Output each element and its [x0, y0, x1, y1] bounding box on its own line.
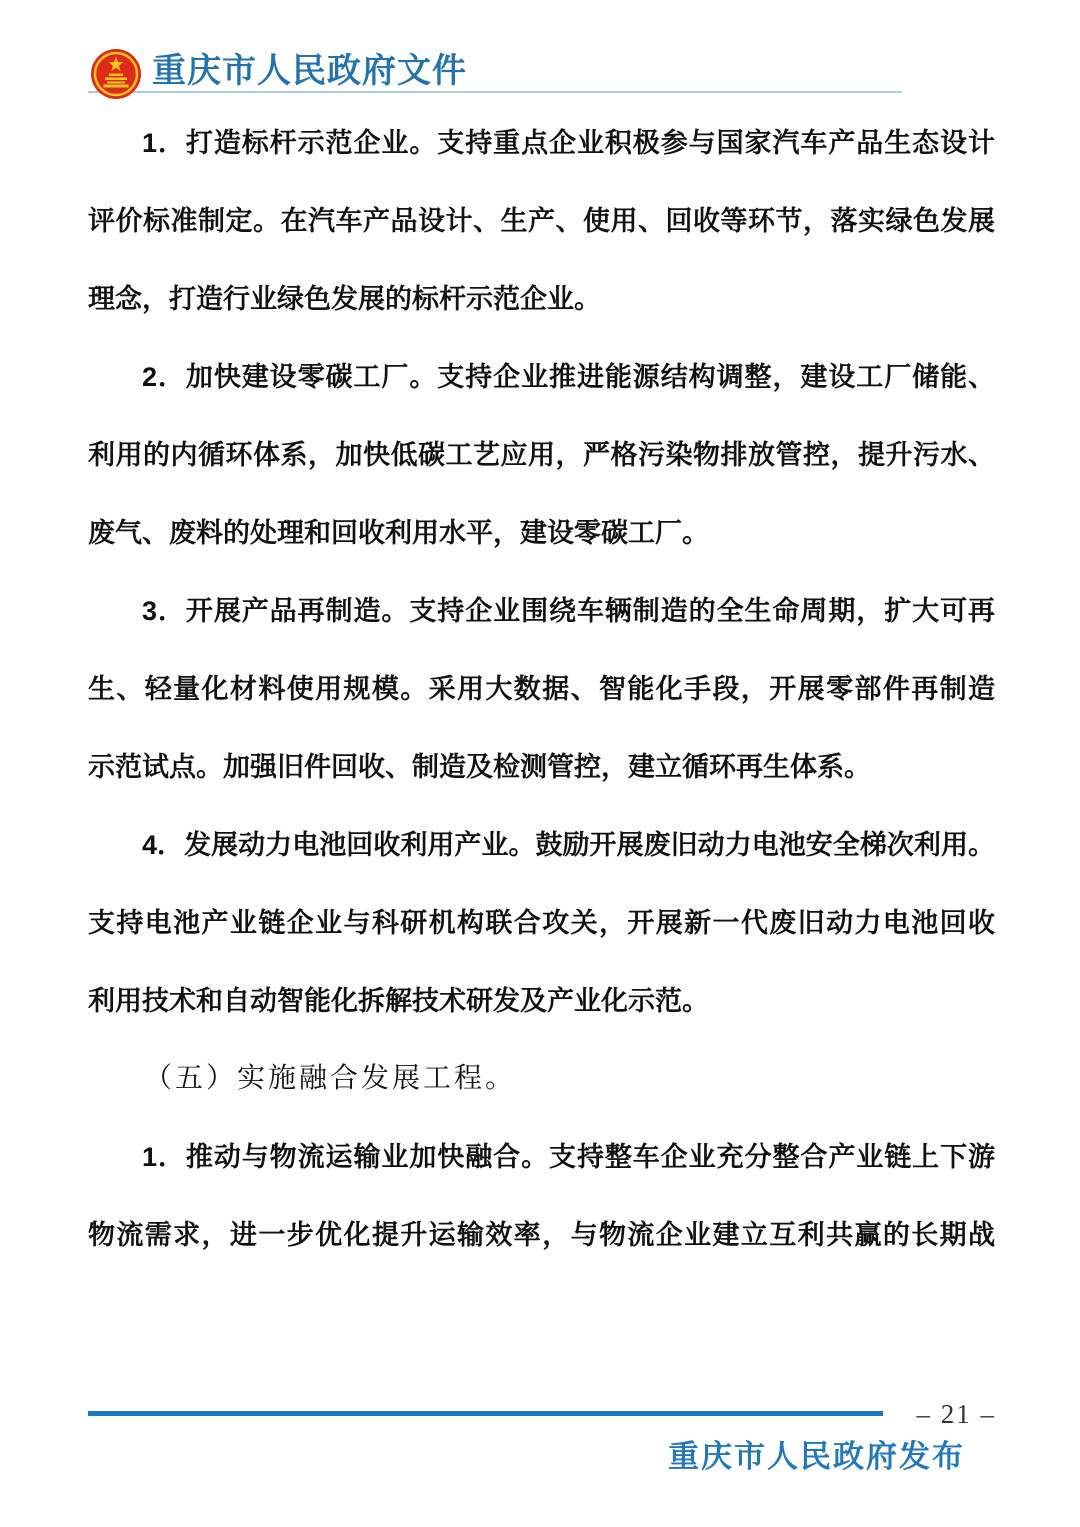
paragraph-line: 支持电池产业链企业与科研机构联合攻关，开展新一代废旧动力电池回收 — [88, 908, 995, 938]
footer-divider — [88, 1411, 883, 1416]
paragraph-line: 物流需求，进一步优化提升运输效率，与物流企业建立互利共赢的长期战 — [88, 1220, 995, 1250]
header-divider — [88, 91, 902, 93]
paragraph-line: 生、轻量化材料使用规模。采用大数据、智能化手段，开展零部件再制造 — [88, 674, 995, 704]
paragraph-line: 2．加快建设零碳工厂。支持企业推进能源结构调整，建设工厂储能、 — [142, 362, 995, 392]
publisher-label: 重庆市人民政府发布 — [668, 1439, 965, 1474]
section-heading-line: （五）实施融合发展工程。 — [144, 1063, 517, 1094]
paragraph-line: 4．发展动力电池回收利用产业。鼓励开展废旧动力电池安全梯次利用。 — [142, 830, 995, 860]
paragraph-line: 1．打造标杆示范企业。支持重点企业积极参与国家汽车产品生态设计 — [142, 128, 995, 158]
paragraph-line: 3．开展产品再制造。支持企业围绕车辆制造的全生命周期，扩大可再 — [142, 596, 995, 626]
page-number: – 21 – — [916, 1399, 996, 1429]
paragraph-line: 利用的内循环体系，加快低碳工艺应用，严格污染物排放管控，提升污水、 — [88, 440, 995, 470]
header-title: 重庆市人民政府文件 — [152, 53, 467, 90]
paragraph-line: 理念，打造行业绿色发展的标杆示范企业。 — [88, 284, 601, 314]
document-body — [88, 104, 995, 1274]
paragraph-line: 评价标准制定。在汽车产品设计、生产、使用、回收等环节，落实绿色发展 — [88, 206, 995, 236]
china-national-emblem-icon — [90, 48, 142, 100]
paragraph-line: 1．推动与物流运输业加快融合。支持整车企业充分整合产业链上下游 — [142, 1142, 995, 1172]
paragraph-line: 废气、废料的处理和回收利用水平，建设零碳工厂。 — [88, 518, 709, 548]
paragraph-line: 示范试点。加强旧件回收、制造及检测管控，建立循环再生体系。 — [88, 752, 871, 782]
paragraph-line: 利用技术和自动智能化拆解技术研发及产业化示范。 — [88, 986, 709, 1016]
